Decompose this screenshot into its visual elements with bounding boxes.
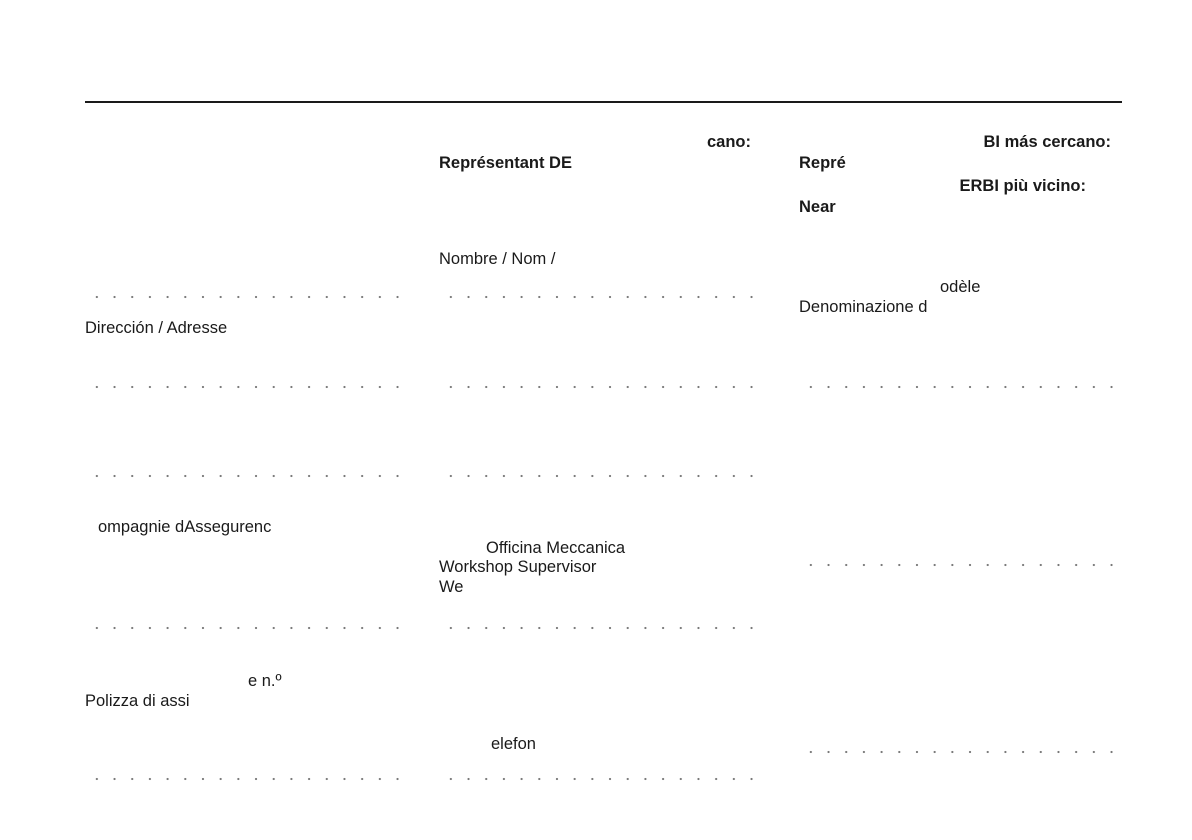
- dotted-line: [88, 474, 412, 478]
- dotted-line: [88, 385, 412, 389]
- nearest-dealer-header-line1: BI más cercano:: [983, 133, 1111, 151]
- nearest-dealer-header-line2: Repré: [799, 154, 846, 172]
- representative-header: Représentant DE: [439, 154, 572, 172]
- dotted-line: [442, 385, 766, 389]
- dotted-line: [442, 474, 766, 478]
- name-label: Nombre / Nom /: [439, 250, 556, 268]
- dotted-line: [442, 295, 766, 299]
- model-label-line2: Denominazione d: [799, 298, 928, 316]
- dotted-line: [442, 777, 766, 781]
- address-label: Dirección / Adresse: [85, 319, 228, 337]
- dotted-line: [802, 750, 1126, 754]
- top-rule: [85, 101, 1122, 103]
- nearest-dealer-header-line3: ERBI più vicino:: [959, 177, 1086, 195]
- model-label-line1: odèle: [940, 278, 981, 296]
- dotted-line: [802, 563, 1126, 567]
- workshop-label-line1: Officina Meccanica: [486, 539, 626, 557]
- dotted-line: [802, 385, 1126, 389]
- nearest-dealer-header-line4: Near: [799, 198, 836, 216]
- policy-label-line1: e n.º: [248, 672, 282, 690]
- dotted-line: [442, 626, 766, 630]
- dotted-line: [88, 626, 412, 630]
- policy-label-line2: Polizza di assi: [85, 692, 190, 710]
- representative-header-fragment: cano:: [706, 133, 751, 151]
- dotted-line: [88, 295, 412, 299]
- phone-label: elefon: [491, 735, 536, 753]
- dotted-line: [88, 777, 412, 781]
- workshop-label-line3: We: [439, 578, 464, 596]
- workshop-label-line2: Workshop Supervisor: [439, 558, 597, 576]
- insurance-company-label: ompagnie dAssegurenc: [98, 518, 272, 536]
